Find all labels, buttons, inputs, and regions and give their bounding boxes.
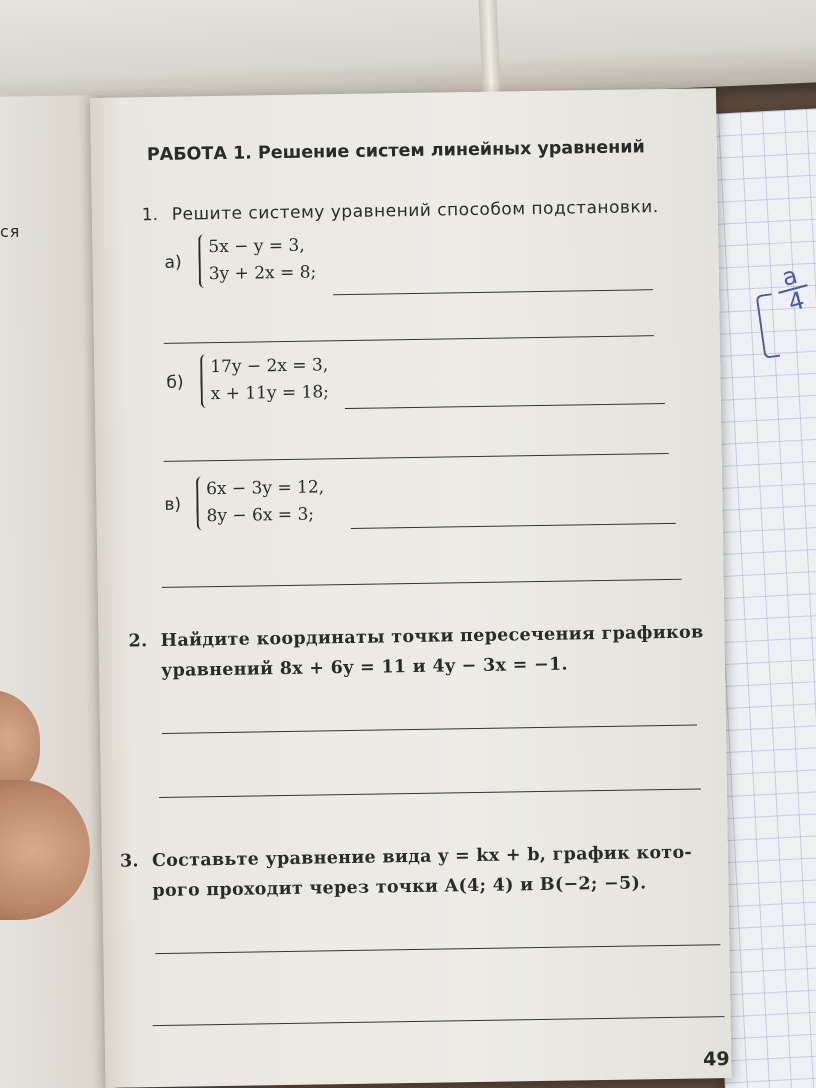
handwritten-bracket: [756, 293, 781, 359]
left-page-fragment: ся: [0, 222, 21, 241]
task-1b-system: [200, 352, 329, 408]
book-spine: [477, 0, 501, 97]
task-1c-eq2: 8y − 6x = 3;: [206, 504, 315, 527]
task-1-text: Решите систему уравнений способом подстановки.: [171, 197, 659, 225]
task-1a-label: а): [164, 252, 182, 273]
answer-line-3-2: [153, 1016, 725, 1026]
worksheet-page: [90, 88, 731, 1088]
task-3-line1: Составьте уравнение вида y = kx + b, график кото-: [151, 842, 693, 872]
task-1b-eq1: 17y − 2x = 3,: [210, 355, 329, 378]
task-1c-eq1: 6x − 3y = 12,: [206, 477, 325, 500]
answer-line-1b-1: [345, 403, 665, 409]
task-2-line1: Найдите координаты точки пересечения графиков: [160, 622, 704, 651]
task-1b-eq2: x + 11y = 18;: [210, 382, 330, 405]
task-1a-system: [198, 232, 316, 288]
answer-line-1b-2: [164, 453, 669, 462]
task-1c-label: в): [164, 494, 182, 515]
task-1b-label: б): [166, 372, 184, 393]
page-number: 49: [703, 1048, 730, 1071]
answer-line-1c-1: [351, 523, 676, 529]
handwritten-fraction: [772, 261, 814, 317]
task-1-number: 1.: [141, 204, 159, 226]
task-1a-eq2: 3y + 2x = 8;: [208, 262, 317, 285]
answer-line-1a-2: [164, 335, 654, 344]
task-2-line2: уравнений 8x + 6y = 11 и 4y − 3x = −1.: [160, 654, 569, 681]
task-3-number: 3.: [119, 851, 140, 872]
answer-line-2-2: [159, 788, 701, 798]
page-title: РАБОТА 1. Решение систем линейных уравнений: [146, 137, 645, 166]
answer-line-1c-2: [162, 579, 682, 588]
task-3-line2: рого проходит через точки A(4; 4) и B(−2; −5).: [152, 873, 647, 902]
answer-line-3-1: [155, 944, 720, 954]
task-1a-eq1: 5x − y = 3,: [208, 235, 305, 258]
fraction-numerator: a: [778, 261, 801, 292]
task-2-number: 2.: [128, 631, 148, 652]
task-1c-system: [196, 474, 325, 530]
fraction-denominator: 4: [778, 284, 814, 317]
handwritten-note: [760, 261, 816, 374]
answer-line-2-1: [162, 725, 697, 734]
answer-line-1a-1: [333, 289, 653, 295]
